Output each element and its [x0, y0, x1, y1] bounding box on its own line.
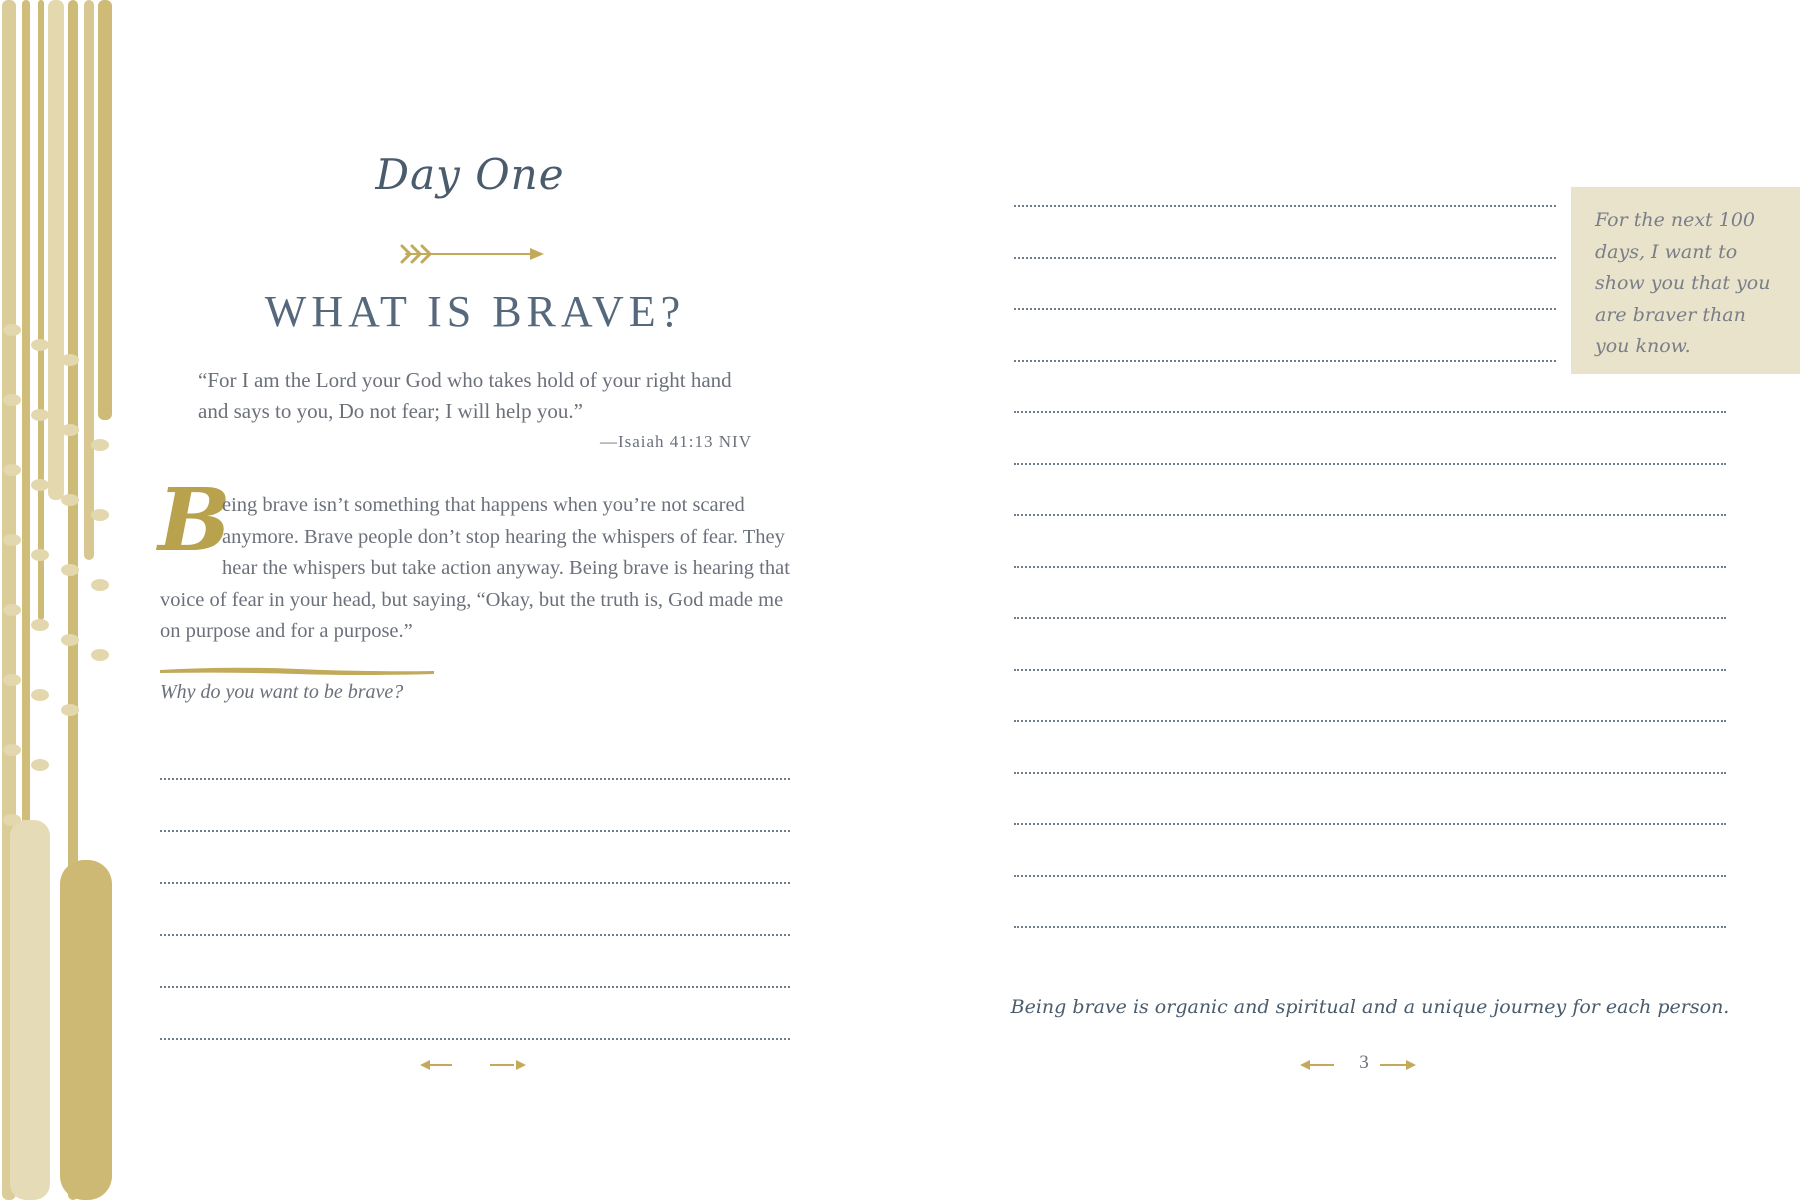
journal-lines-right: [1014, 411, 1726, 978]
writing-line[interactable]: [1014, 514, 1726, 516]
writing-line[interactable]: [160, 830, 790, 832]
writing-line[interactable]: [1014, 823, 1726, 825]
writing-line[interactable]: [160, 882, 790, 884]
page-number: 3: [1359, 1052, 1369, 1073]
callout-text: For the next 100 days, I want to show you that you are braver than you know.: [1595, 209, 1771, 357]
verse-reference: —Isaiah 41:13 NIV: [599, 432, 752, 451]
page-heading: WHAT IS BRAVE?: [264, 287, 686, 336]
writing-line[interactable]: [1014, 308, 1556, 310]
journal-lines-left: [160, 778, 790, 1090]
writing-line[interactable]: [1014, 926, 1726, 928]
drop-cap: B: [158, 470, 231, 571]
brush-stroke-divider: [158, 664, 438, 678]
decorative-brush-border: [0, 0, 120, 1200]
writing-line[interactable]: [160, 778, 790, 780]
body-paragraph: [160, 490, 790, 648]
journal-lines-right-top: [1014, 205, 1556, 411]
writing-line[interactable]: [1014, 205, 1556, 207]
scripture-verse: “For I am the Lord your God who takes hold of your right hand and says to you, Do not fear; I will help you.”: [198, 368, 732, 423]
journal-prompt: Why do you want to be brave?: [160, 681, 404, 703]
writing-line[interactable]: [1014, 360, 1556, 362]
writing-line[interactable]: [1014, 411, 1726, 413]
page-tagline: Being brave is organic and spiritual and a unique journey for each person.: [1010, 996, 1730, 1018]
day-title: Day One: [375, 150, 565, 199]
writing-line[interactable]: [1014, 463, 1726, 465]
writing-line[interactable]: [1014, 669, 1726, 671]
writing-line[interactable]: [160, 986, 790, 988]
page-nav-arrows-left: [418, 1058, 528, 1072]
writing-line[interactable]: [160, 1038, 790, 1040]
writing-line[interactable]: [1014, 257, 1556, 259]
writing-line[interactable]: [160, 934, 790, 936]
callout-box: [1571, 187, 1800, 374]
writing-line[interactable]: [1014, 566, 1726, 568]
writing-line[interactable]: [1014, 617, 1726, 619]
arrow-ornament-icon: [398, 242, 548, 266]
writing-line[interactable]: [1014, 772, 1726, 774]
writing-line[interactable]: [1014, 720, 1726, 722]
body-paragraph-text: eing brave isn’t something that happens when you’re not scared anymore. Brave people don’t stop hearing the whispers of fear. They hear the whispers but take action anyway. Being brave is hearing that voice of fear in your head, but saying, “Okay, but the truth is, God made me on purpose and for a purpose.”: [160, 494, 790, 642]
writing-line[interactable]: [1014, 875, 1726, 877]
